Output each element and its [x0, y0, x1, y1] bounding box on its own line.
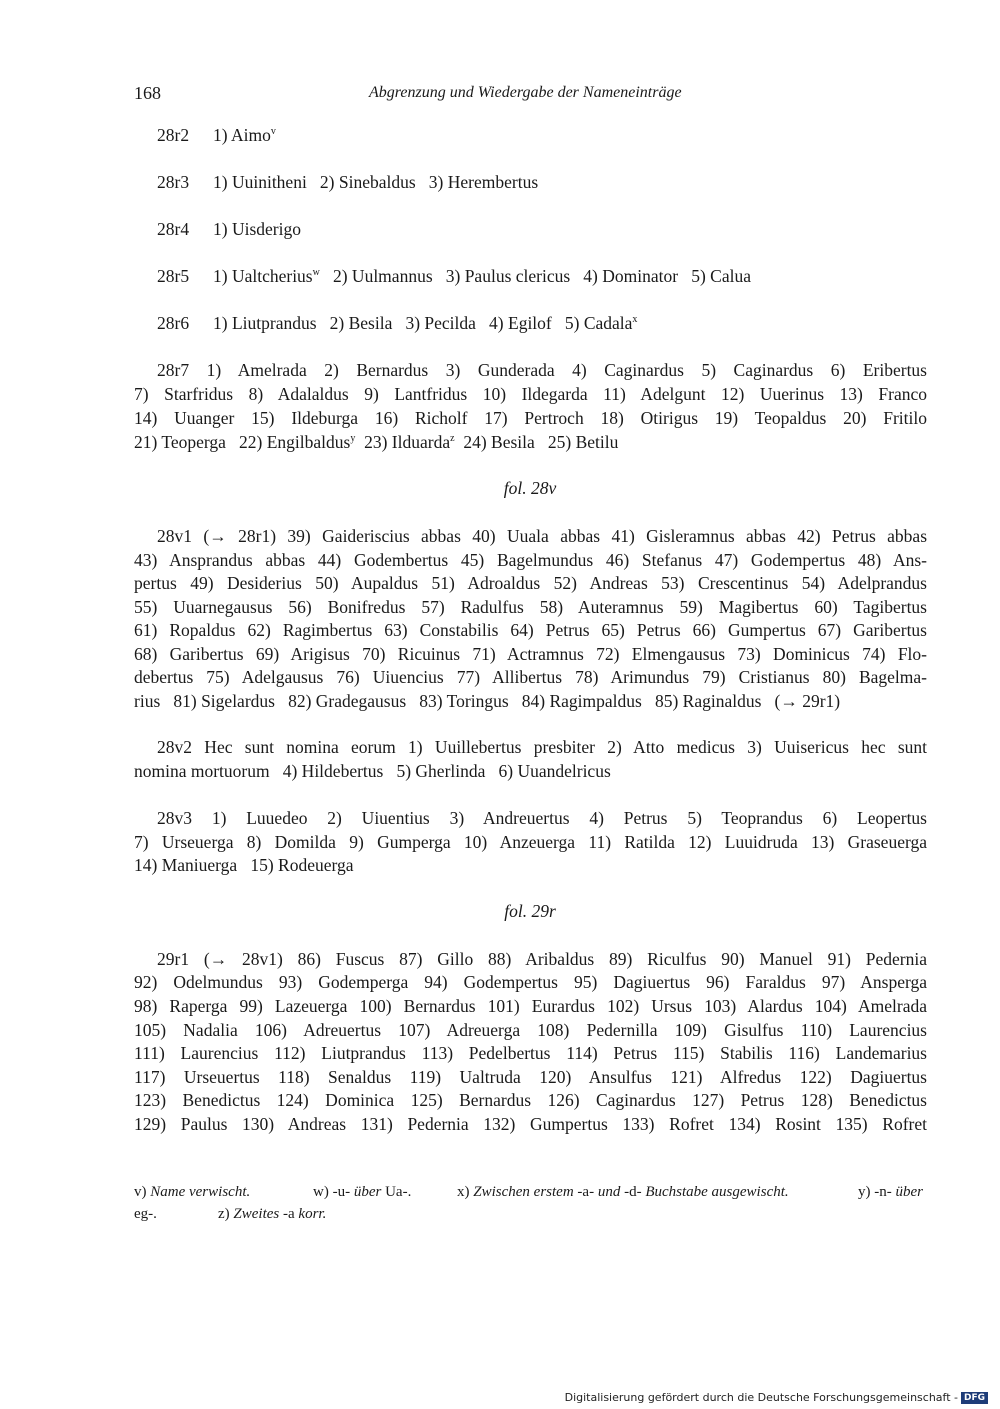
entry-29r1-line-3: 98) Raperga 99) Lazeuerga 100) Bernardus 101) Eurardus 102) Ursus 103) Alardus 104) Amelrada [134, 996, 927, 1016]
entry-29r1-line-5: 111) Laurencius 112) Liutprandus 113) Pedelbertus 114) Petrus 115) Stabilis 116) Landemarius [134, 1043, 927, 1063]
entry-28v1-line-1: 28v1 (→ 28r1) 39) Gaideriscius abbas 40) Uuala abbas 41) Gisleramnus abbas 42) Petrus abbas [157, 526, 927, 546]
entry-28r7-line-4 [134, 430, 618, 454]
entry-28v1-line-4: 55) Uuarnegausus 56) Bonifredus 57) Radulfus 58) Auteramnus 59) Magibertus 60) Tagibertus [134, 597, 927, 617]
entry-label: 28r2 [157, 125, 190, 145]
entry-29r1-line-1: 29r1 (→ 28v1) 86) Fuscus 87) Gillo 88) Aribaldus 89) Riculfus 90) Manuel 91) Pedernia [157, 949, 927, 969]
entry-text: 1) Uuinitheni 2) Sinebaldus 3) Herembertus [213, 172, 539, 192]
entry-29r1-line-8: 129) Paulus 130) Andreas 131) Pedernia 132) Gumpertus 133) Rofret 134) Rosint 135) Rofret [134, 1114, 927, 1134]
footnote-text: eg-. [134, 1206, 157, 1222]
entry-29r1-line-4: 105) Nadalia 106) Adreuertus 107) Adreuerga 108) Pedernilla 109) Gisulfus 110) Laurencius [134, 1020, 927, 1040]
entry-label: 28r5 [157, 266, 190, 286]
entry-text: 1) Ualtcherius [213, 266, 313, 286]
footnote-text: Zwischen erstem [473, 1184, 574, 1200]
footnote-marker: z [450, 433, 455, 444]
footnote-y-continued [134, 1204, 157, 1224]
footnote-x [457, 1182, 789, 1202]
text-segment: 23) Ilduarda [355, 432, 451, 452]
footnote-text: -d- [624, 1184, 642, 1200]
entry-29r1-line-6: 117) Urseuertus 118) Senaldus 119) Ualtruda 120) Ansulfus 121) Alfredus 122) Dagiuertus [134, 1067, 927, 1087]
entry-28r7-line-1: 28r7 1) Amelrada 2) Bernardus 3) Gunderada 4) Caginardus 5) Caginardus 6) Eribertus [157, 360, 927, 380]
entry-28v1-line-7: debertus 75) Adelgausus 76) Uiuencius 77) Allibertus 78) Arimundus 79) Cristianus 80) Bagelma- [134, 667, 927, 687]
entry-28v3-line-3: 14) Maniuerga 15) Rodeuerga [134, 855, 354, 875]
entry-text: 1) Uisderigo [213, 219, 301, 239]
footnote-marker: x [632, 314, 638, 325]
footnote-text: -a [283, 1206, 295, 1222]
footnote-marker: y [350, 433, 356, 444]
text-segment: 24) Besila 25) Betilu [454, 432, 619, 452]
dfg-logo-icon: DFG [961, 1392, 988, 1404]
entry-28v1-line-6: 68) Garibertus 69) Arigisus 70) Ricuinus 71) Actramnus 72) Elmengausus 73) Dominicus 74) Flo- [134, 644, 927, 664]
footnote-marker: w [312, 267, 320, 278]
footnote-key: x) [457, 1184, 470, 1200]
entry-28r7-line-2: 7) Starfridus 8) Adalaldus 9) Lantfridus 10) Ildegarda 11) Adelgunt 12) Uuerinus 13) Franco [134, 384, 927, 404]
text-segment: 21) Teoperga 22) Engilbaldus [134, 432, 351, 452]
footnote-text: über [353, 1184, 382, 1200]
entry-28r2 [157, 123, 276, 147]
stamp-text: Digitalisierung gefördert durch die Deutsche Forschungsgemeinschaft - [564, 1391, 958, 1404]
footnote-text: über [895, 1184, 923, 1200]
entry-28v2-line-1: 28v2 Hec sunt nomina eorum 1) Uuillebertus presbiter 2) Atto medicus 3) Uuisericus hec sunt [157, 737, 927, 757]
footnote-text: -n- [874, 1184, 892, 1200]
footnote-text: -u- [332, 1184, 351, 1200]
footnote-v [134, 1182, 250, 1202]
entry-28v3-line-2: 7) Urseuerga 8) Domilda 9) Gumperga 10) Anzeuerga 11) Ratilda 12) Luuidruda 13) Graseuerga [134, 832, 927, 852]
footnote-marker: v [270, 126, 276, 137]
entry-text: 1) Aimo [213, 125, 271, 145]
footnote-text: Zweites [233, 1206, 280, 1222]
entry-label: 28r3 [157, 172, 190, 192]
entry-28r5 [157, 264, 751, 288]
entry-28v1-line-5: 61) Ropaldus 62) Ragimbertus 63) Constabilis 64) Petrus 65) Petrus 66) Gumpertus 67) Garibertus [134, 620, 927, 640]
footnote-text: Buchstabe ausgewischt. [645, 1184, 789, 1200]
footnote-key: w) [313, 1184, 329, 1200]
page-header [134, 83, 928, 109]
footnote-key: v) [134, 1184, 147, 1200]
entry-28r3 [157, 170, 538, 194]
entry-29r1-line-7: 123) Benedictus 124) Dominica 125) Bernardus 126) Caginardus 127) Petrus 128) Benedictus [134, 1090, 927, 1110]
entry-label: 28r4 [157, 219, 190, 239]
entry-28r7-line-3: 14) Uuanger 15) Ildeburga 16) Richolf 17) Pertroch 18) Otirigus 19) Teopaldus 20) Fritilo [134, 408, 927, 428]
footnote-key: z) [218, 1206, 230, 1222]
entry-28v1-line-2: 43) Ansprandus abbas 44) Godembertus 45) Bagelmundus 46) Stefanus 47) Godempertus 48) Ans- [134, 550, 927, 570]
entry-text-continued: 2) Uulmannus 3) Paulus clericus 4) Dominator 5) Calua [319, 266, 751, 286]
footnote-key: y) [858, 1184, 871, 1200]
entry-28v3-line-1: 28v3 1) Luuedeo 2) Uiuentius 3) Andreuertus 4) Petrus 5) Teoprandus 6) Leopertus [157, 808, 927, 828]
entry-28v1-line-8: rius 81) Sigelardus 82) Gradegausus 83) Toringus 84) Ragimpaldus 85) Raginaldus (→ 29r1) [134, 691, 841, 711]
entry-28r6 [157, 311, 637, 335]
digitization-stamp [565, 1391, 988, 1404]
entry-29r1-line-2: 92) Odelmundus 93) Godemperga 94) Godempertus 95) Dagiuertus 96) Faraldus 97) Ansperga [134, 972, 927, 992]
entry-label: 28r6 [157, 313, 190, 333]
entry-text: 1) Liutprandus 2) Besila 3) Pecilda 4) Egilof 5) Cadala [213, 313, 633, 333]
folio-heading-28v: fol. 28v [503, 478, 557, 498]
footnote-text: -a- [577, 1184, 595, 1200]
footnote-text: und [597, 1184, 621, 1200]
entry-28v1-line-3: pertus 49) Desiderius 50) Aupaldus 51) Adroaldus 52) Andreas 53) Crescentinus 54) Adelprandus [134, 573, 927, 593]
entry-28v2-line-2: nomina mortuorum 4) Hildebertus 5) Gherlinda 6) Uuandelricus [134, 761, 611, 781]
footnote-text: Name verwischt. [150, 1184, 251, 1200]
page-number: 168 [134, 83, 161, 103]
footnote-text: Ua-. [385, 1184, 412, 1200]
footnote-w [313, 1182, 411, 1202]
footnote-y [858, 1182, 923, 1202]
footnote-z [218, 1204, 326, 1224]
running-title: Abgrenzung und Wiedergabe der Nameneinträge [369, 84, 682, 101]
folio-heading-29r: fol. 29r [504, 901, 556, 921]
footnote-text: korr. [298, 1206, 327, 1222]
entry-28r4 [157, 217, 301, 241]
